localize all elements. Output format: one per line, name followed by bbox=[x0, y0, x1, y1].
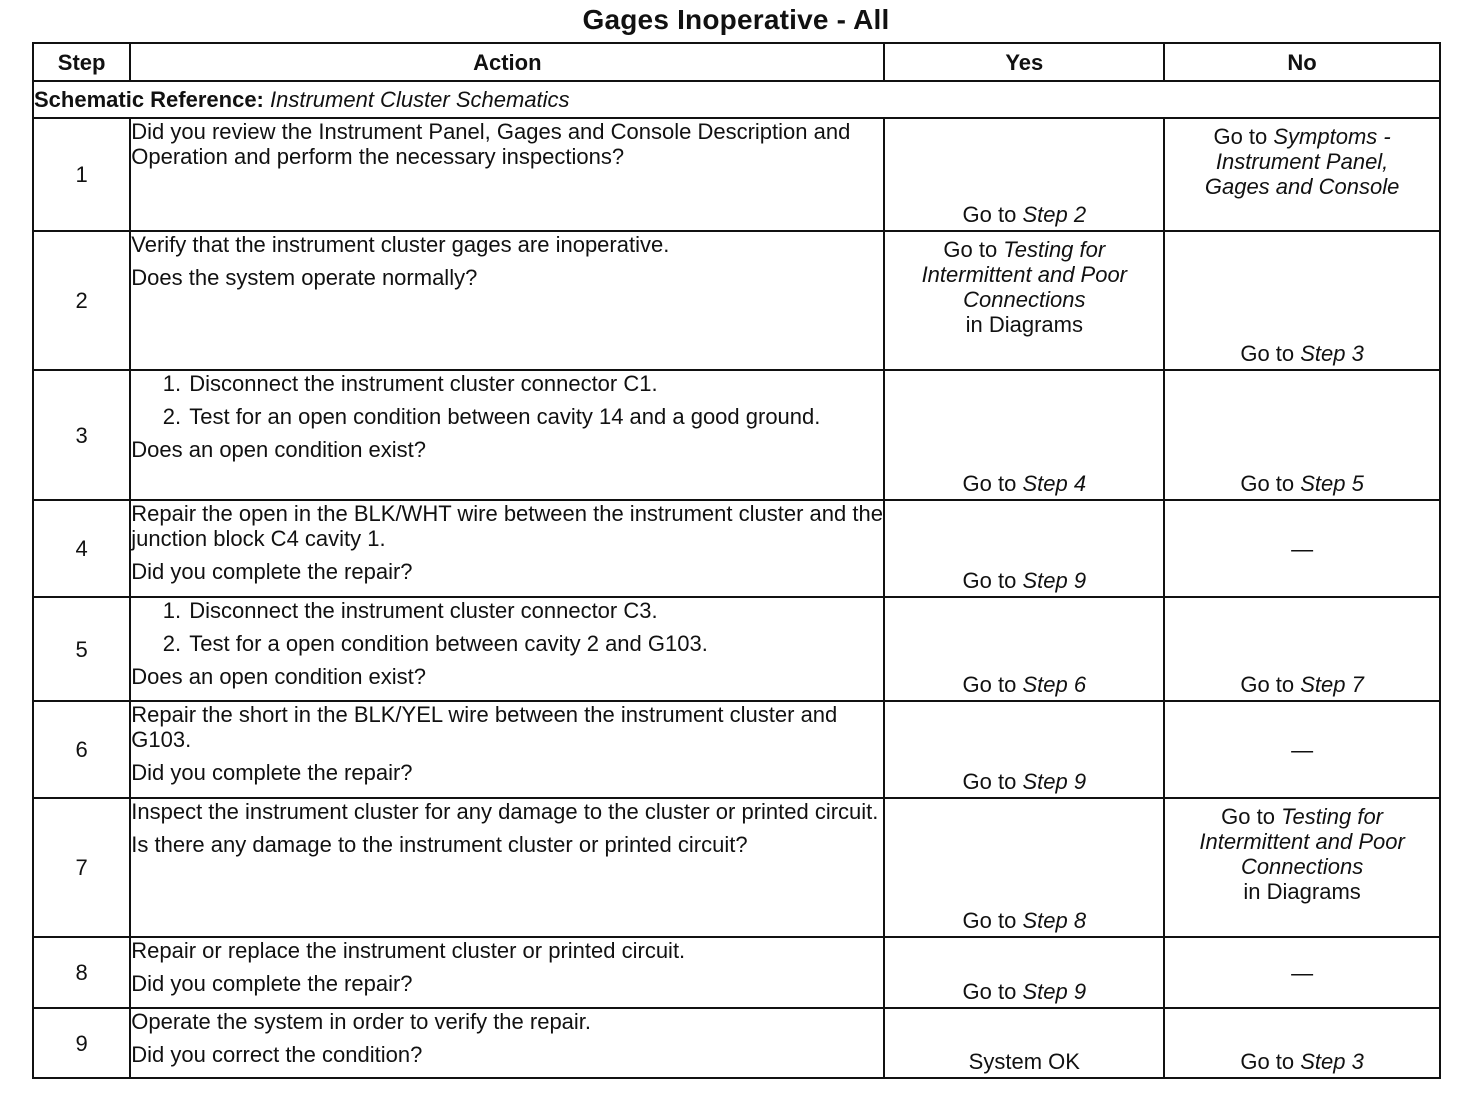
action-cell bbox=[130, 118, 884, 231]
no-dash: — bbox=[1291, 737, 1314, 762]
yes-cell bbox=[884, 597, 1164, 701]
action-cell bbox=[130, 370, 884, 500]
no-cell bbox=[1164, 500, 1440, 597]
action-question: Did you correct the condition? bbox=[131, 1042, 423, 1067]
no-cell bbox=[1164, 937, 1440, 1008]
action-text: Repair the open in the BLK/WHT wire between the instrument cluster and the junction block C4 cavity 1. bbox=[131, 501, 883, 551]
yes-goto[interactable]: Go to Step 9 bbox=[962, 568, 1087, 593]
schematic-reference-row bbox=[33, 81, 1440, 118]
yes-goto[interactable]: Go to Step 9 bbox=[962, 979, 1087, 1004]
no-cell bbox=[1164, 118, 1440, 231]
header-yes: Yes bbox=[884, 43, 1164, 81]
table-row bbox=[33, 231, 1440, 370]
yes-goto[interactable]: Go to Step 9 bbox=[962, 769, 1087, 794]
action-text: Inspect the instrument cluster for any damage to the cluster or printed circuit. bbox=[131, 799, 879, 824]
action-cell bbox=[130, 1008, 884, 1078]
table-row bbox=[33, 597, 1440, 701]
yes-goto[interactable]: Go to Testing for Intermittent and Poor Connections in Diagrams bbox=[921, 237, 1128, 337]
no-cell bbox=[1164, 1008, 1440, 1078]
header-action: Action bbox=[130, 43, 884, 81]
action-cell bbox=[130, 500, 884, 597]
step-number: 3 bbox=[33, 370, 130, 500]
no-cell bbox=[1164, 798, 1440, 937]
yes-cell bbox=[884, 118, 1164, 231]
action-question: Does the system operate normally? bbox=[131, 265, 478, 290]
step-number: 5 bbox=[33, 597, 130, 701]
schematic-reference-link[interactable]: Instrument Cluster Schematics bbox=[270, 87, 570, 112]
table-row bbox=[33, 798, 1440, 937]
action-text: Repair or replace the instrument cluster or printed circuit. bbox=[131, 938, 686, 963]
no-cell bbox=[1164, 701, 1440, 798]
yes-cell bbox=[884, 798, 1164, 937]
yes-cell bbox=[884, 500, 1164, 597]
table-row bbox=[33, 701, 1440, 798]
step-number: 8 bbox=[33, 937, 130, 1008]
schematic-reference-label: Schematic Reference: bbox=[34, 87, 264, 112]
action-steps-list bbox=[131, 598, 883, 656]
diagnostic-table bbox=[32, 42, 1441, 1079]
yes-goto[interactable]: Go to Step 8 bbox=[962, 908, 1087, 933]
step-number: 1 bbox=[33, 118, 130, 231]
no-cell bbox=[1164, 370, 1440, 500]
yes-cell bbox=[884, 231, 1164, 370]
yes-cell bbox=[884, 1008, 1164, 1078]
step-number: 4 bbox=[33, 500, 130, 597]
list-item: 1. Disconnect the instrument cluster connector C1. bbox=[187, 371, 883, 396]
action-cell bbox=[130, 231, 884, 370]
page-title: Gages Inoperative - All bbox=[582, 4, 890, 35]
action-cell bbox=[130, 937, 884, 1008]
no-goto[interactable]: Go to Symptoms - Instrument Panel, Gages and Console bbox=[1204, 124, 1400, 199]
no-dash: — bbox=[1291, 960, 1314, 985]
list-item: 2. Test for an open condition between cavity 14 and a good ground. bbox=[187, 404, 883, 429]
step-number: 2 bbox=[33, 231, 130, 370]
action-cell bbox=[130, 798, 884, 937]
action-cell bbox=[130, 701, 884, 798]
action-question: Is there any damage to the instrument cluster or printed circuit? bbox=[131, 832, 748, 857]
yes-result: System OK bbox=[968, 1049, 1080, 1074]
action-text: Did you review the Instrument Panel, Gages and Console Description and Operation and perform the necessary inspections? bbox=[131, 119, 851, 169]
step-number: 6 bbox=[33, 701, 130, 798]
list-item: 1. Disconnect the instrument cluster connector C3. bbox=[187, 598, 883, 623]
no-goto[interactable]: Go to Step 7 bbox=[1240, 672, 1364, 697]
step-number: 9 bbox=[33, 1008, 130, 1078]
yes-goto[interactable]: Go to Step 6 bbox=[962, 672, 1087, 697]
no-cell bbox=[1164, 231, 1440, 370]
header-no: No bbox=[1164, 43, 1440, 81]
table-row bbox=[33, 937, 1440, 1008]
action-text: Operate the system in order to verify the repair. bbox=[131, 1009, 592, 1034]
table-row bbox=[33, 118, 1440, 231]
table-row bbox=[33, 1008, 1440, 1078]
no-goto[interactable]: Go to Step 3 bbox=[1240, 341, 1364, 366]
no-goto[interactable]: Go to Step 5 bbox=[1240, 471, 1364, 496]
action-question: Did you complete the repair? bbox=[131, 760, 413, 785]
yes-cell bbox=[884, 937, 1164, 1008]
yes-cell bbox=[884, 701, 1164, 798]
no-dash: — bbox=[1291, 536, 1314, 561]
list-item: 2. Test for a open condition between cavity 2 and G103. bbox=[187, 631, 883, 656]
action-cell bbox=[130, 597, 884, 701]
table-row bbox=[33, 500, 1440, 597]
action-question: Does an open condition exist? bbox=[131, 664, 427, 689]
action-text: Repair the short in the BLK/YEL wire between the instrument cluster and G103. bbox=[131, 702, 838, 752]
step-number: 7 bbox=[33, 798, 130, 937]
action-steps-list bbox=[131, 371, 883, 429]
no-goto[interactable]: Go to Step 3 bbox=[1240, 1049, 1364, 1074]
action-question: Did you complete the repair? bbox=[131, 559, 413, 584]
table-row bbox=[33, 370, 1440, 500]
header-step: Step bbox=[33, 43, 130, 81]
action-question: Did you complete the repair? bbox=[131, 971, 413, 996]
yes-goto[interactable]: Go to Step 4 bbox=[962, 471, 1087, 496]
action-text: Verify that the instrument cluster gages are inoperative. bbox=[131, 232, 670, 257]
no-cell bbox=[1164, 597, 1440, 701]
no-goto[interactable]: Go to Testing for Intermittent and Poor Connections in Diagrams bbox=[1199, 804, 1405, 904]
action-question: Does an open condition exist? bbox=[131, 437, 427, 462]
yes-cell bbox=[884, 370, 1164, 500]
yes-goto[interactable]: Go to Step 2 bbox=[962, 202, 1087, 227]
